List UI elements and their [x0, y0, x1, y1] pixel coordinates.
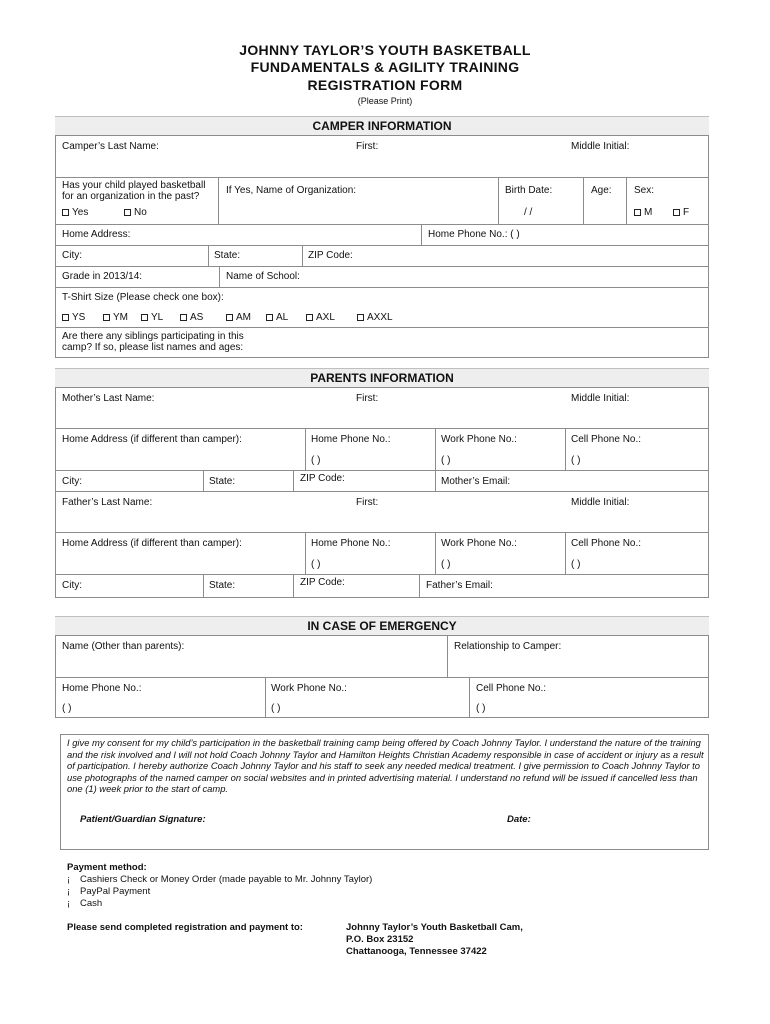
organization-name-field[interactable]: If Yes, Name of Organization:: [226, 185, 357, 196]
payment-option-label: Cashiers Check or Money Order (made payable to Mr. Johnny Taylor): [80, 874, 373, 885]
mother-work-phone-field[interactable]: Work Phone No.:: [441, 434, 517, 445]
divider: [293, 574, 294, 598]
divider: [435, 532, 436, 574]
size-label: AXL: [316, 312, 335, 323]
divider: [218, 177, 219, 224]
tshirt-option-axl[interactable]: [306, 312, 335, 324]
tshirt-option-am[interactable]: [226, 312, 251, 324]
divider: [305, 532, 306, 574]
tshirt-size-label: T-Shirt Size (Please check one box):: [62, 292, 224, 303]
school-name-field[interactable]: Name of School:: [226, 271, 300, 282]
mother-home-phone-paren: ( ): [311, 455, 321, 466]
divider: [55, 574, 709, 575]
divider: [55, 224, 709, 225]
sex-female-option[interactable]: [673, 207, 689, 219]
female-label: F: [683, 207, 690, 218]
guardian-signature-field[interactable]: Patient/Guardian Signature:: [80, 814, 206, 825]
emergency-name-field[interactable]: Name (Other than parents):: [62, 641, 185, 652]
no-label: No: [134, 207, 147, 218]
father-cell-phone-field[interactable]: Cell Phone No.:: [571, 538, 642, 549]
mother-work-phone-paren: ( ): [441, 455, 451, 466]
checkbox-icon: [226, 314, 233, 321]
tshirt-option-ym[interactable]: [103, 312, 128, 324]
father-home-address-field[interactable]: Home Address (if different than camper):: [62, 538, 242, 549]
tshirt-option-ys[interactable]: [62, 312, 85, 324]
divider: [626, 177, 627, 224]
father-state-field[interactable]: State:: [209, 580, 236, 591]
father-home-phone-field[interactable]: Home Phone No.:: [311, 538, 391, 549]
bullet-icon: ¡: [67, 874, 71, 885]
city-field[interactable]: City:: [62, 250, 82, 261]
played-before-question: Has your child played basketball for an organization in the past?: [62, 180, 206, 202]
mother-cell-phone-paren: ( ): [571, 455, 581, 466]
bullet-icon: ¡: [67, 886, 71, 897]
divider: [55, 677, 709, 678]
father-middle-initial-field[interactable]: Middle Initial:: [571, 497, 630, 508]
father-work-phone-paren: ( ): [441, 559, 451, 570]
size-label: YM: [113, 312, 128, 323]
payment-option-label: Cash: [80, 898, 103, 909]
emergency-relationship-field[interactable]: Relationship to Camper:: [454, 641, 562, 652]
emergency-work-phone-paren: ( ): [271, 703, 281, 714]
divider: [219, 266, 220, 287]
checkbox-icon: [306, 314, 313, 321]
divider: [55, 327, 709, 328]
camper-section-header: CAMPER INFORMATION: [55, 116, 709, 136]
divider: [293, 470, 294, 491]
checkbox-icon: [180, 314, 187, 321]
sex-male-option[interactable]: [634, 207, 652, 219]
payment-option-label: PayPal Payment: [80, 886, 151, 897]
camper-info-box: [55, 135, 709, 358]
birth-date-slashes: / /: [524, 207, 533, 218]
form-title-line-1: JOHNNY TAYLOR’S YOUTH BASKETBALL: [239, 42, 531, 58]
mother-state-field[interactable]: State:: [209, 476, 236, 487]
father-zip-field[interactable]: ZIP Code:: [300, 577, 345, 588]
camper-last-name-field[interactable]: Camper’s Last Name:: [62, 141, 159, 152]
divider: [469, 677, 470, 718]
home-address-field[interactable]: Home Address:: [62, 229, 131, 240]
send-to-label: Please send completed registration and payment to:: [67, 922, 303, 933]
checkbox-icon: [357, 314, 364, 321]
size-label: AXXL: [367, 312, 393, 323]
form-title-line-2: FUNDAMENTALS & AGILITY TRAINING: [250, 59, 520, 75]
divider: [55, 245, 709, 246]
divider: [498, 177, 499, 224]
signature-date-field[interactable]: Date:: [507, 814, 531, 825]
size-label: YS: [72, 312, 86, 323]
yes-label: Yes: [72, 207, 89, 218]
payment-method-heading: Payment method:: [67, 862, 147, 873]
emergency-home-phone-paren: ( ): [62, 703, 72, 714]
divider: [565, 428, 566, 470]
parents-section-header: PARENTS INFORMATION: [55, 368, 709, 388]
divider: [435, 428, 436, 470]
emergency-section-header: IN CASE OF EMERGENCY: [55, 616, 709, 636]
divider: [203, 574, 204, 598]
grade-field[interactable]: Grade in 2013/14:: [62, 271, 143, 282]
bullet-icon: ¡: [67, 898, 71, 909]
emergency-home-phone-field[interactable]: Home Phone No.:: [62, 683, 142, 694]
checkbox-icon: [673, 209, 680, 216]
divider: [55, 266, 709, 267]
father-email-field[interactable]: Father’s Email:: [426, 580, 493, 591]
state-field[interactable]: State:: [214, 250, 241, 261]
emergency-work-phone-field[interactable]: Work Phone No.:: [271, 683, 347, 694]
birth-date-field[interactable]: Birth Date:: [505, 185, 553, 196]
mailing-address-line-1: Johnny Taylor’s Youth Basketball Cam,: [346, 922, 523, 933]
divider: [55, 491, 709, 492]
played-before-no-option[interactable]: [124, 207, 147, 219]
mother-zip-field[interactable]: ZIP Code:: [300, 473, 345, 484]
male-label: M: [644, 207, 653, 218]
divider: [421, 224, 422, 245]
checkbox-icon: [124, 209, 131, 216]
please-print-note: (Please Print): [357, 96, 413, 106]
divider: [447, 635, 448, 677]
checkbox-icon: [62, 209, 69, 216]
divider: [55, 428, 709, 429]
father-cell-phone-paren: ( ): [571, 559, 581, 570]
mother-home-phone-field[interactable]: Home Phone No.:: [311, 434, 391, 445]
mother-email-field[interactable]: Mother’s Email:: [441, 476, 511, 487]
divider: [565, 532, 566, 574]
sex-label: Sex:: [634, 185, 655, 196]
divider: [55, 287, 709, 288]
zip-code-field[interactable]: ZIP Code:: [308, 250, 353, 261]
form-title-line-3: REGISTRATION FORM: [307, 77, 463, 93]
divider: [583, 177, 584, 224]
father-first-name-field[interactable]: First:: [356, 497, 379, 508]
divider: [208, 245, 209, 266]
mailing-address-line-3: Chattanooga, Tennessee 37422: [346, 946, 487, 957]
mother-home-address-field[interactable]: Home Address (if different than camper):: [62, 434, 242, 445]
checkbox-icon: [266, 314, 273, 321]
tshirt-option-yl[interactable]: [141, 312, 163, 324]
tshirt-option-al[interactable]: [266, 312, 288, 324]
mother-first-name-field[interactable]: First:: [356, 393, 379, 404]
size-label: AL: [276, 312, 289, 323]
father-city-field[interactable]: City:: [62, 580, 82, 591]
divider: [55, 532, 709, 533]
divider: [203, 470, 204, 491]
father-last-name-field[interactable]: Father’s Last Name:: [62, 497, 153, 508]
payment-option-check: [67, 874, 372, 886]
mailing-address-line-2: P.O. Box 23152: [346, 934, 414, 945]
divider: [55, 177, 709, 178]
size-label: YL: [151, 312, 164, 323]
divider: [302, 245, 303, 266]
tshirt-option-as[interactable]: [180, 312, 203, 324]
divider: [435, 470, 436, 491]
divider: [55, 470, 709, 471]
checkbox-icon: [141, 314, 148, 321]
mother-city-field[interactable]: City:: [62, 476, 82, 487]
camper-middle-initial-field[interactable]: Middle Initial:: [571, 141, 630, 152]
divider: [265, 677, 266, 718]
divider: [419, 574, 420, 598]
mother-middle-initial-field[interactable]: Middle Initial:: [571, 393, 630, 404]
camper-first-name-field[interactable]: First:: [356, 141, 379, 152]
divider: [305, 428, 306, 470]
tshirt-option-axxl[interactable]: [357, 312, 393, 324]
father-work-phone-field[interactable]: Work Phone No.:: [441, 538, 517, 549]
played-before-yes-option[interactable]: [62, 207, 88, 219]
checkbox-icon: [634, 209, 641, 216]
age-field[interactable]: Age:: [591, 185, 612, 196]
checkbox-icon: [103, 314, 110, 321]
size-label: AM: [236, 312, 251, 323]
siblings-field[interactable]: Are there any siblings participating in this camp? If so, please list names and ages:: [62, 331, 244, 353]
home-phone-field[interactable]: Home Phone No.: ( ): [428, 229, 520, 240]
mother-cell-phone-field[interactable]: Cell Phone No.:: [571, 434, 642, 445]
size-label: AS: [190, 312, 204, 323]
emergency-cell-phone-paren: ( ): [476, 703, 486, 714]
consent-text: I give my consent for my child’s participation in the basketball training camp being offered by Coach Johnny Taylor. I understand the nature of the training and the risk involved and I will not hold Coach Johnny Taylor and Hamilton Heights Christian Academy responsible in case of accident or injury as a result of participation. I hereby authorize Coach Johnny Taylor and his staff to seek any needed medical treatment. I give permission to Coach Johnny Taylor to use photographs of the named camper on social websites and in printed advertising material. I understand no refund will be issued if cancelled less than one (1) week prior to the start of camp.: [67, 737, 704, 795]
checkbox-icon: [62, 314, 69, 321]
mother-last-name-field[interactable]: Mother’s Last Name:: [62, 393, 155, 404]
father-home-phone-paren: ( ): [311, 559, 321, 570]
payment-option-cash: [67, 898, 102, 910]
payment-option-paypal: [67, 886, 150, 898]
emergency-cell-phone-field[interactable]: Cell Phone No.:: [476, 683, 547, 694]
parents-info-box: [55, 387, 709, 598]
